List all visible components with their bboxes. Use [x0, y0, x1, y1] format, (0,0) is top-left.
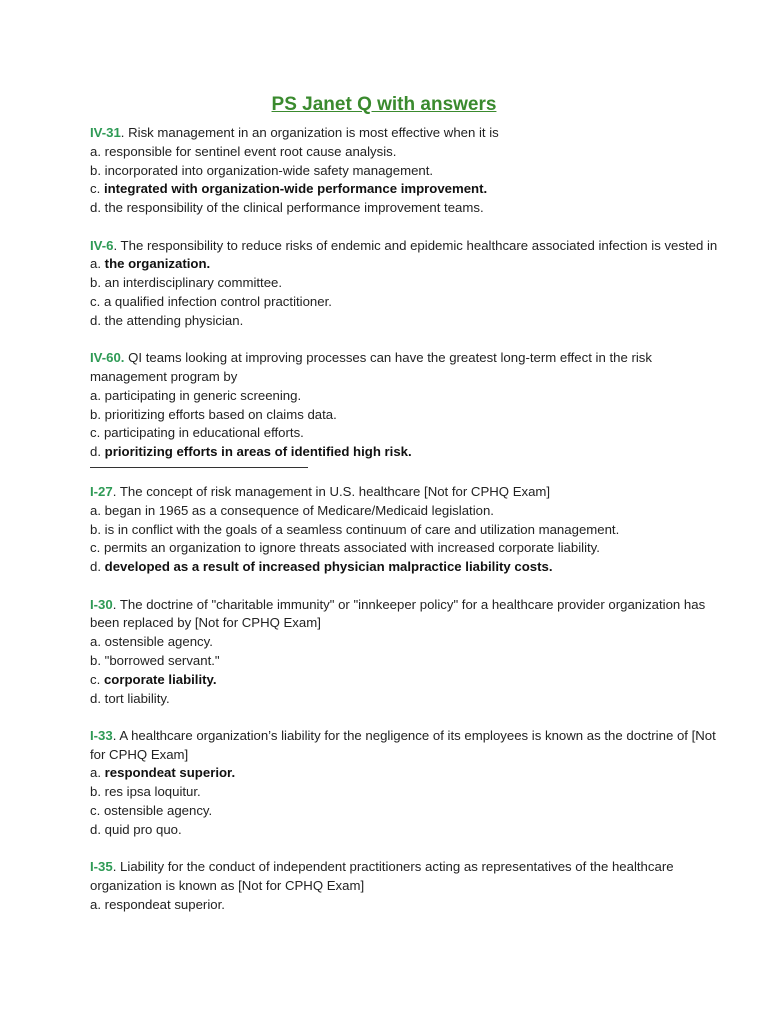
answer-option: d. tort liability.: [90, 690, 170, 706]
section-divider: [90, 467, 308, 468]
question-block: [90, 237, 728, 331]
question-number: IV-6: [90, 237, 114, 253]
correct-answer-option: a. the organization.: [90, 256, 211, 272]
question-block: [90, 349, 728, 468]
answer-option: c. a qualified infection control practitioner.: [90, 293, 332, 309]
question-number: I-35: [90, 859, 113, 875]
answer-option: a. responsible for sentinel event root cause analysis.: [90, 143, 397, 159]
answer-option: b. is in conflict with the goals of a seamless continuum of care and utilization management.: [90, 521, 620, 537]
question-stem: . The concept of risk management in U.S. healthcare [Not for CPHQ Exam]: [112, 483, 551, 499]
question-block: [90, 727, 728, 840]
answer-option: b. "borrowed servant.": [90, 652, 220, 668]
page-title: PS Janet Q with answers: [271, 94, 497, 115]
answer-option: a. ostensible agency.: [90, 634, 213, 650]
answer-option: d. the responsibility of the clinical performance improvement teams.: [90, 200, 484, 216]
answer-option: c. permits an organization to ignore threats associated with increased corporate liability.: [90, 540, 600, 556]
question-stem: . A healthcare organization’s liability for the negligence of its employees is known as the doctrine of [Not for CPHQ Exam]: [90, 727, 716, 762]
answer-option: a. began in 1965 as a consequence of Medicare/Medicaid legislation.: [90, 502, 494, 518]
question-number: IV-60.: [90, 350, 125, 366]
answer-option: b. an interdisciplinary committee.: [90, 275, 283, 291]
correct-answer-option: d. developed as a result of increased physician malpractice liability costs.: [90, 559, 553, 575]
correct-answer-option: d. prioritizing efforts in areas of identified high risk.: [90, 444, 412, 460]
question-number: I-27: [90, 483, 113, 499]
answer-option: b. res ipsa loquitur.: [90, 784, 201, 800]
question-stem: QI teams looking at improving processes can have the greatest long-term effect in the risk management program by: [90, 350, 652, 384]
answer-option: c. participating in educational efforts.: [90, 425, 304, 441]
question-block: [90, 483, 728, 577]
answer-option: d. the attending physician.: [90, 312, 244, 328]
correct-answer-option: c. integrated with organization-wide performance improvement.: [90, 181, 488, 197]
correct-answer-option: a. respondeat superior.: [90, 765, 236, 781]
question-stem: . The responsibility to reduce risks of endemic and epidemic healthcare associated infection is vested in: [113, 237, 718, 253]
question-number: I-30: [90, 596, 113, 612]
answer-option: a. respondeat superior.: [90, 896, 225, 912]
question-block: [90, 596, 728, 709]
question-number: I-33: [90, 727, 113, 743]
question-stem: . Risk management in an organization is most effective when it is: [120, 125, 499, 140]
answer-option: a. participating in generic screening.: [90, 387, 302, 403]
question-stem: . Liability for the conduct of independent practitioners acting as representatives of the healthcare organization is known as [Not for CPHQ Exam]: [90, 859, 674, 894]
question-block: [90, 124, 728, 218]
answer-option: d. quid pro quo.: [90, 821, 182, 837]
question-stem: . The doctrine of "charitable immunity" or "innkeeper policy" for a healthcare provider organization has been replaced by [Not for CPHQ Exam]: [90, 596, 706, 631]
answer-option: b. prioritizing efforts based on claims data.: [90, 406, 337, 422]
answer-option: c. ostensible agency.: [90, 803, 213, 819]
correct-answer-option: c. corporate liability.: [90, 671, 217, 687]
answer-option: b. incorporated into organization-wide safety management.: [90, 162, 434, 178]
question-block: [90, 858, 728, 914]
question-number: IV-31: [90, 125, 121, 140]
